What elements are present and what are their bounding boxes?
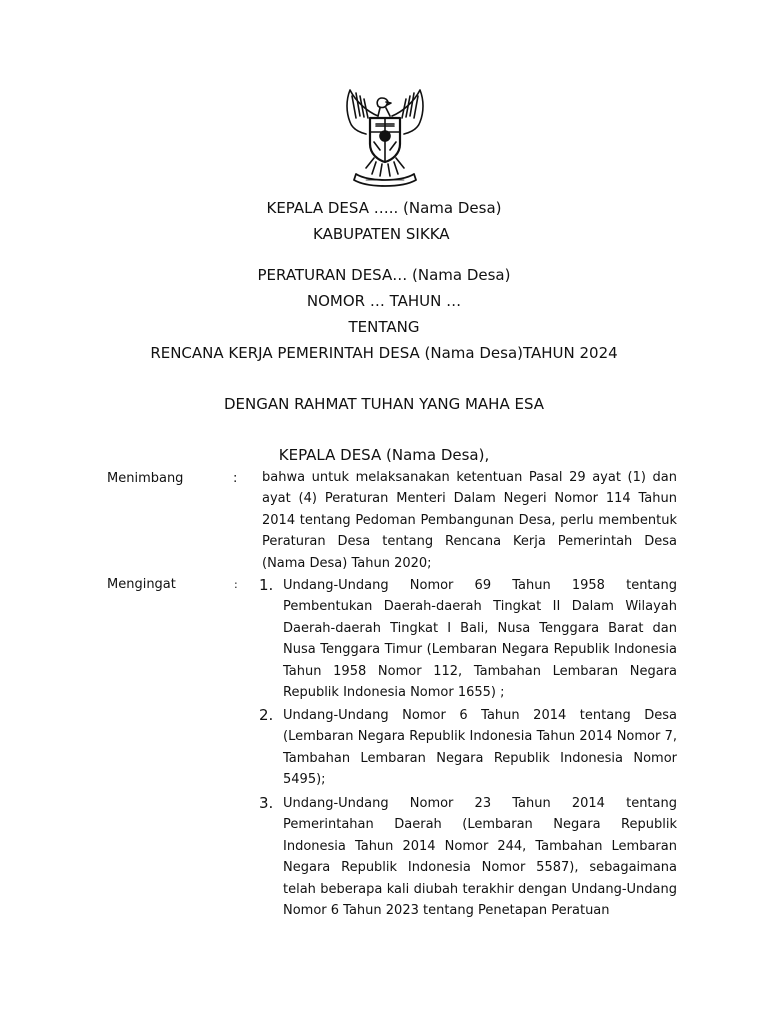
regulation-subject: RENCANA KERJA PEMERINTAH DESA (Nama Desa)TAHUN 2024 — [150, 344, 618, 362]
list-item-number: 1. — [259, 576, 274, 594]
regulation-title: PERATURAN DESA… (Nama Desa) — [257, 266, 511, 284]
issuer-line: KEPALA DESA (Nama Desa), — [278, 446, 490, 464]
list-item-text: Undang-Undang Nomor 6 Tahun 2014 tentang Desa (Lembaran Negara Republik Indonesia Tahun 2014 Nomor 7, Tambahan Lembaran Negara Republik Indonesia Nomor 5495); — [283, 708, 677, 788]
mengingat-label: Mengingat — [107, 577, 176, 592]
list-item-number: 2. — [259, 706, 274, 724]
invocation: DENGAN RAHMAT TUHAN YANG MAHA ESA — [223, 395, 545, 413]
menimbang-colon: : — [233, 471, 238, 486]
regulation-about: TENTANG — [348, 318, 420, 336]
menimbang-label: Menimbang — [107, 471, 184, 486]
garuda-emblem-icon — [338, 86, 432, 190]
mengingat-colon: : — [234, 578, 238, 591]
header-kabupaten-line: KABUPATEN SIKKA — [313, 225, 450, 243]
regulation-number: NOMOR … TAHUN … — [306, 292, 462, 310]
menimbang-text: bahwa untuk melaksanakan ketentuan Pasal 29 ayat (1) dan ayat (4) Peraturan Menteri Dalam Negeri Nomor 114 Tahun 2014 tentang Pedoman Pembangunan Desa, perlu membentuk Peraturan Desa tentang Rencana Kerja Pemerintah Desa (Nama Desa) Tahun 2020; — [262, 470, 677, 571]
list-item-text: Undang-Undang Nomor 69 Tahun 1958 tentang Pembentukan Daerah-daerah Tingkat II Dalam Wilayah Daerah-daerah Tingkat I Bali, Nusa Tenggara Barat dan Nusa Tenggara Timur (Lembaran Negara Republik Indonesia Tahun 1958 Nomor 112, Tambahan Lembaran Negara Republik Indonesia Nomor 1655) ; — [283, 578, 677, 701]
list-item-text: Undang-Undang Nomor 23 Tahun 2014 tentang Pemerintahan Daerah (Lembaran Negara Republik Indonesia Tahun 2014 Nomor 244, Tambahan Lembaran Negara Republik Indonesia Nomor 5587), sebagaimana telah beberapa kali diubah terakhir dengan Undang-Undang Nomor 6 Tahun 2023 tentang Penetapan Peratuan — [283, 796, 677, 919]
header-title-line: KEPALA DESA ….. (Nama Desa) — [266, 199, 502, 217]
list-item-number: 3. — [259, 794, 274, 812]
